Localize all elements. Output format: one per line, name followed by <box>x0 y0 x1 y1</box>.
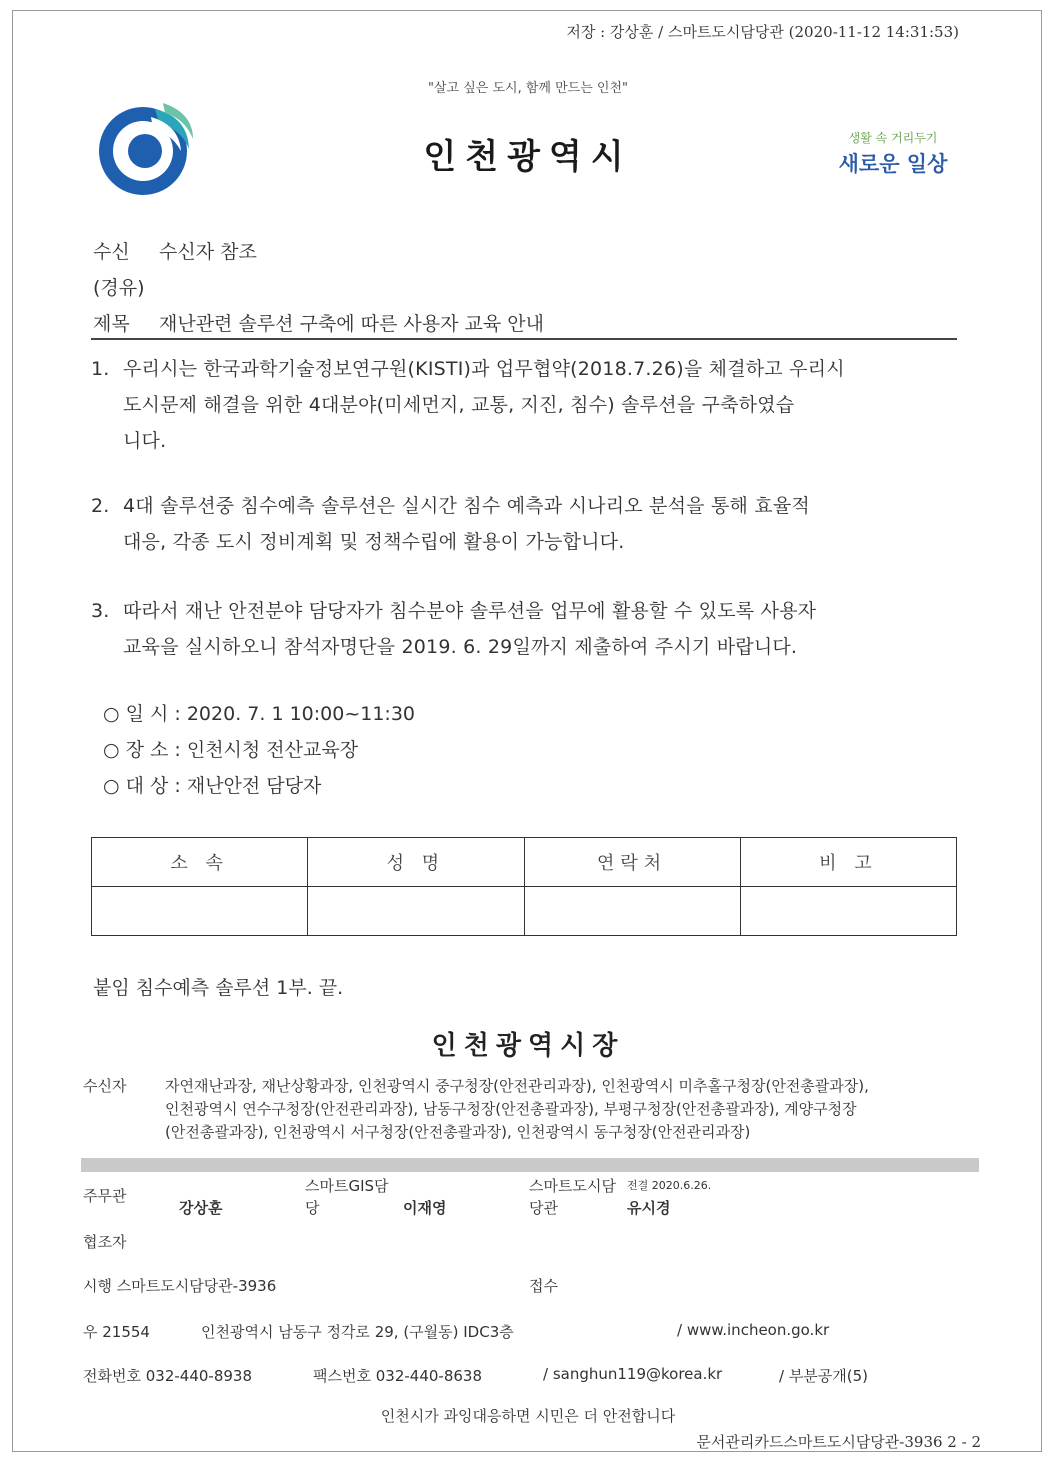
recipient-value: 수신자 참조 <box>159 241 257 263</box>
website-link[interactable]: / www.incheon.go.kr <box>677 1321 830 1339</box>
enforcement-number: 시행 스마트도시담당관-3936 <box>83 1277 277 1295</box>
subject-label: 제목 <box>93 313 130 335</box>
table-header-cell: 연락처 <box>524 838 740 887</box>
smart-approver-label: 스마트도시담 <box>529 1177 616 1195</box>
paragraph-number: 2. <box>91 495 110 517</box>
officer-name: 강상훈 <box>179 1199 223 1217</box>
paragraph-line: 도시문제 해결을 위한 4대분야(미세먼지, 교통, 지진, 침수) 솔루션을 구축하였습 <box>123 394 795 416</box>
paragraph-2 <box>91 488 961 560</box>
campaign-badge <box>833 129 953 178</box>
table-cell <box>524 887 740 936</box>
cooperator-label: 협조자 <box>83 1233 127 1251</box>
paragraph-line: 우리시는 한국과학기술정보연구원(KISTI)과 업무협약(2018.7.26)을 체결하고 우리시 <box>123 358 845 380</box>
issuer-title: 인천광역시장 <box>431 1031 625 1061</box>
phone-number: 전화번호 032-440-8938 <box>83 1367 252 1385</box>
attendee-table <box>91 837 957 936</box>
smart-approver-label-cont: 당관 <box>529 1199 558 1217</box>
header-divider <box>91 338 957 340</box>
table-cell <box>308 887 524 936</box>
officer-label: 주무관 <box>83 1187 127 1205</box>
gis-approver-name: 이재영 <box>403 1199 447 1217</box>
address: 인천광역시 남동구 정각로 29, (구월동) IDC3층 <box>201 1323 514 1341</box>
bullet-datetime: ○ 일 시 : 2020. 7. 1 10:00~11:30 <box>103 703 416 725</box>
recipients-list <box>165 1075 869 1144</box>
document-card-id: 문서관리카드스마트도시담당관-3936 2 - 2 <box>696 1433 981 1451</box>
city-slogan: "살고 싶은 도시, 함께 만드는 인천" <box>427 81 628 96</box>
paragraph-line: 교육을 실시하오니 참석자명단을 2019. 6. 29일까지 제출하여 주시기 바랍니다. <box>123 636 798 658</box>
recipients-line: 자연재난과장, 재난상황과장, 인천광역시 중구청장(안전관리과장), 인천광역시 미추홀구청장(안전총괄과장), <box>165 1077 869 1095</box>
recipients-line: 인천광역시 연수구청장(안전관리과장), 남동구청장(안전총괄과장), 부평구청장(안전총괄과장), 계양구청장 <box>165 1100 857 1118</box>
table-cell <box>740 887 956 936</box>
gis-approver-label: 스마트GIS담 <box>305 1177 389 1195</box>
document-page <box>12 10 1042 1452</box>
table-header-cell: 소 속 <box>92 838 308 887</box>
saved-info: 저장 : 강상훈 / 스마트도시담당관 (2020-11-12 14:31:53) <box>566 23 959 41</box>
table-header-row <box>92 838 957 887</box>
paragraph-line: 대응, 각종 도시 정비계획 및 정책수립에 활용이 가능합니다. <box>123 531 625 553</box>
paragraph-number: 1. <box>91 358 110 380</box>
email-link[interactable]: / sanghun119@korea.kr <box>543 1365 723 1383</box>
campaign-small-text: 생활 속 거리두기 <box>848 131 938 145</box>
attachment-note: 붙임 침수예측 솔루션 1부. 끝. <box>93 977 344 999</box>
campaign-big-text: 새로운 일상 <box>838 152 948 176</box>
recipients-label: 수신자 <box>83 1077 127 1095</box>
disclosure-level: / 부분공개(5) <box>779 1367 869 1385</box>
smart-approver-name: 유시경 <box>627 1199 671 1217</box>
paragraph-line: 따라서 재난 안전분야 담당자가 침수분야 솔루션을 업무에 활용할 수 있도록 사용자 <box>123 600 817 622</box>
paragraph-1 <box>91 351 961 459</box>
city-motto: 인천시가 과잉대응하면 시민은 더 안전합니다 <box>380 1407 676 1425</box>
document-title: 인천광역시 <box>423 137 633 177</box>
gis-approver-label-cont: 당 <box>305 1199 320 1217</box>
table-row <box>92 887 957 936</box>
subject-value: 재난관련 솔루션 구축에 따른 사용자 교육 안내 <box>159 313 544 335</box>
paragraph-number: 3. <box>91 600 110 622</box>
paragraph-line: 니다. <box>123 430 167 452</box>
fax-number: 팩스번호 032-440-8638 <box>313 1367 482 1385</box>
recipients-line: (안전총괄과장), 인천광역시 서구청장(안전총괄과장), 인천광역시 동구청장(안전관리과장) <box>165 1123 751 1141</box>
footer-divider-bar <box>81 1158 979 1172</box>
table-cell <box>92 887 308 936</box>
table-header-cell: 성 명 <box>308 838 524 887</box>
postal-code: 우 21554 <box>83 1323 150 1341</box>
via-label: (경유) <box>93 277 145 299</box>
receipt-label: 접수 <box>529 1277 558 1295</box>
bullet-target: ○ 대 상 : 재난안전 담당자 <box>103 775 322 797</box>
paragraph-3 <box>91 593 961 665</box>
final-approval-date: 전결 2020.6.26. <box>627 1179 712 1192</box>
table-header-cell: 비 고 <box>740 838 956 887</box>
bullet-location: ○ 장 소 : 인천시청 전산교육장 <box>103 739 359 761</box>
recipient-label: 수신 <box>93 241 130 263</box>
paragraph-line: 4대 솔루션중 침수예측 솔루션은 실시간 침수 예측과 시나리오 분석을 통해 효율적 <box>123 495 810 517</box>
